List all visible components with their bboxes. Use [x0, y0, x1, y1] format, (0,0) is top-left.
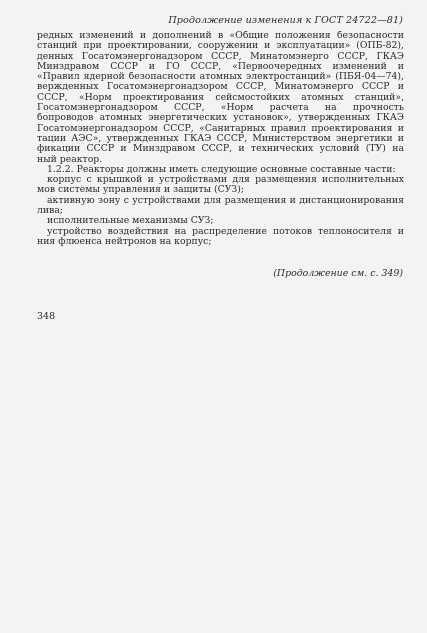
- running-header: Продолжение изменения к ГОСТ 24722—81): [168, 15, 403, 26]
- text-line: Госатомэнергонадзором СССР, «Санитарных правил проектирования и: [37, 123, 404, 134]
- text-line: Госатомэнергонадзором СССР, «Норм расчета на прочность: [37, 103, 404, 114]
- continuation-note: (Продолжение см. с. 349): [273, 268, 403, 279]
- text-line: редных изменений и дополнений в «Общие положения безопасности: [37, 31, 404, 41]
- text-line: активную зону с устройствами для размещения и дистанционирования: [47, 195, 404, 206]
- text-line: фикации СССР и Минздравом СССР, и технических условий (ТУ) на: [37, 144, 404, 155]
- text-line: исполнительные механизмы СУЗ;: [47, 215, 214, 227]
- text-line: лива;: [37, 205, 64, 217]
- text-line: бопроводов атомных энергетических установок», утвержденных ГКАЭ: [37, 113, 404, 124]
- text-line: Минздравом СССР и ГО СССР, «Первоочередных изменений и: [37, 61, 404, 72]
- text-line: денных Госатомэнергонадзором СССР, Минатомэнерго СССР, ГКАЭ: [37, 51, 404, 62]
- text-line: 1.2.2. Реакторы должны иметь следующие основные составные части:: [47, 163, 396, 175]
- text-line: «Правил ядерной безопасности атомных электростанций» (ПБЯ-04—74),: [37, 72, 404, 83]
- text-line: мов системы управления и защиты (СУЗ);: [37, 184, 244, 196]
- text-line: вержденных Госатомэнергонадзором СССР, Минатомэнерго СССР и: [37, 82, 404, 93]
- body-text: [37, 31, 404, 247]
- text-line: ный реактор.: [37, 153, 103, 165]
- text-line: ния флюенса нейтронов на корпус;: [37, 235, 212, 247]
- text-line: СССР, «Норм проектирования сейсмостойких атомных станций»,: [37, 92, 404, 103]
- text-line: тации АЭС», утвержденных ГКАЭ СССР, Министерством энергетики и: [37, 133, 404, 144]
- text-line: корпус с крышкой и устройствами для размещения исполнительных: [47, 175, 404, 186]
- text-line: станций при проектировании, сооружении и эксплуатации» (ОПБ-82),: [37, 41, 404, 52]
- text-line: устройство воздействия на распределение потоков теплоносителя и: [47, 226, 404, 237]
- page-number: 348: [37, 311, 56, 322]
